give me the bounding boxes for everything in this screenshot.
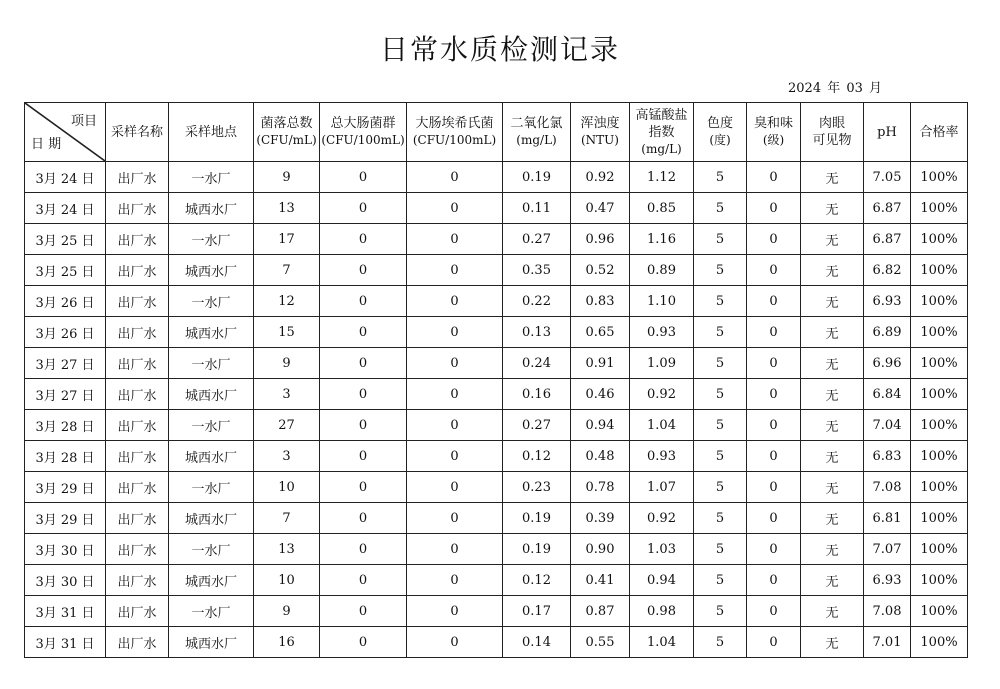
table-cell: 0 (320, 441, 407, 472)
table-cell: 6.87 (864, 193, 911, 224)
table-cell: 13 (254, 534, 320, 565)
table-cell: 100% (911, 255, 968, 286)
table-cell: 0.17 (503, 596, 571, 627)
record-month: 2024 年 03 月 (788, 81, 883, 96)
table-cell: 0 (320, 224, 407, 255)
table-cell: 出厂水 (106, 472, 169, 503)
table-cell: 无 (801, 472, 864, 503)
table-cell: 出厂水 (106, 379, 169, 410)
table-row (25, 348, 968, 379)
table-cell: 无 (801, 441, 864, 472)
table-cell: 城西水厂 (169, 317, 254, 348)
table-cell: 0 (407, 410, 503, 441)
table-cell: 0 (747, 441, 801, 472)
table-cell: 5 (694, 255, 747, 286)
table-cell: 无 (801, 379, 864, 410)
table-cell: 0 (407, 472, 503, 503)
table-cell: 0.92 (630, 379, 694, 410)
table-cell: 1.04 (630, 627, 694, 658)
table-row (25, 596, 968, 627)
table-cell: 3月 26 日 (25, 286, 106, 317)
table-cell: 3月 31 日 (25, 627, 106, 658)
table-cell: 无 (801, 224, 864, 255)
table-cell: 5 (694, 224, 747, 255)
water-quality-table (24, 102, 968, 658)
table-cell: 0 (320, 534, 407, 565)
table-cell: 一水厂 (169, 410, 254, 441)
table-cell: 5 (694, 193, 747, 224)
table-row (25, 162, 968, 193)
table-cell: 3月 26 日 (25, 317, 106, 348)
table-cell: 7 (254, 503, 320, 534)
table-cell: 出厂水 (106, 410, 169, 441)
table-cell: 0 (320, 596, 407, 627)
table-cell: 0 (407, 596, 503, 627)
table-row (25, 472, 968, 503)
table-cell: 0.90 (571, 534, 630, 565)
table-cell: 10 (254, 472, 320, 503)
table-cell: 城西水厂 (169, 503, 254, 534)
table-cell: 出厂水 (106, 286, 169, 317)
table-cell: 15 (254, 317, 320, 348)
table-cell: 0 (747, 503, 801, 534)
table-cell: 100% (911, 472, 968, 503)
table-cell: 100% (911, 193, 968, 224)
col-header: 浑浊度 (NTU) (571, 103, 630, 162)
table-cell: 0 (320, 472, 407, 503)
table-cell: 城西水厂 (169, 193, 254, 224)
table-cell: 0.11 (503, 193, 571, 224)
table-cell: 0 (407, 565, 503, 596)
table-cell: 100% (911, 224, 968, 255)
table-cell: 3月 27 日 (25, 379, 106, 410)
table-cell: 0.93 (630, 441, 694, 472)
table-cell: 0.85 (630, 193, 694, 224)
table-cell: 1.12 (630, 162, 694, 193)
table-row (25, 410, 968, 441)
table-cell: 一水厂 (169, 162, 254, 193)
table-cell: 无 (801, 348, 864, 379)
table-cell: 0.92 (571, 162, 630, 193)
table-cell: 出厂水 (106, 503, 169, 534)
table-cell: 100% (911, 379, 968, 410)
table-cell: 5 (694, 410, 747, 441)
table-cell: 0 (320, 317, 407, 348)
table-cell: 1.04 (630, 410, 694, 441)
table-cell: 出厂水 (106, 596, 169, 627)
table-cell: 0.96 (571, 224, 630, 255)
table-cell: 0.65 (571, 317, 630, 348)
table-cell: 12 (254, 286, 320, 317)
table-cell: 0 (320, 255, 407, 286)
table-cell: 0.14 (503, 627, 571, 658)
table-cell: 3月 31 日 (25, 596, 106, 627)
col-header: 采样地点 (169, 103, 254, 162)
table-cell: 100% (911, 565, 968, 596)
table-cell: 0.94 (630, 565, 694, 596)
table-cell: 出厂水 (106, 565, 169, 596)
corner-top-label: 项目 (70, 114, 97, 129)
table-cell: 100% (911, 627, 968, 658)
table-cell: 城西水厂 (169, 379, 254, 410)
table-cell: 无 (801, 410, 864, 441)
table-cell: 0 (320, 565, 407, 596)
table-cell: 1.03 (630, 534, 694, 565)
table-cell: 3月 28 日 (25, 441, 106, 472)
table-cell: 无 (801, 565, 864, 596)
table-cell: 0.47 (571, 193, 630, 224)
table-cell: 0 (407, 534, 503, 565)
table-cell: 0.92 (630, 503, 694, 534)
col-header: 二氧化氯 (mg/L) (503, 103, 571, 162)
table-cell: 0.98 (630, 596, 694, 627)
table-cell: 出厂水 (106, 255, 169, 286)
table-cell: 0.52 (571, 255, 630, 286)
table-cell: 1.16 (630, 224, 694, 255)
table-cell: 0 (747, 286, 801, 317)
table-cell: 0.16 (503, 379, 571, 410)
table-cell: 0 (320, 348, 407, 379)
table-cell: 6.93 (864, 565, 911, 596)
table-cell: 0 (747, 348, 801, 379)
table-cell: 1.07 (630, 472, 694, 503)
table-cell: 无 (801, 162, 864, 193)
table-cell: 3月 27 日 (25, 348, 106, 379)
table-cell: 0.12 (503, 565, 571, 596)
table-row (25, 193, 968, 224)
table-cell: 0 (407, 255, 503, 286)
document-title: 日常水质检测记录 (379, 33, 620, 66)
table-cell: 100% (911, 596, 968, 627)
table-cell: 7.08 (864, 596, 911, 627)
table-cell: 7.07 (864, 534, 911, 565)
table-cell: 出厂水 (106, 534, 169, 565)
table-cell: 一水厂 (169, 596, 254, 627)
table-cell: 6.93 (864, 286, 911, 317)
table-cell: 5 (694, 627, 747, 658)
table-row (25, 224, 968, 255)
table-cell: 0.23 (503, 472, 571, 503)
table-cell: 无 (801, 193, 864, 224)
table-cell: 0 (747, 410, 801, 441)
table-cell: 0 (747, 596, 801, 627)
table-cell: 5 (694, 317, 747, 348)
table-cell: 6.81 (864, 503, 911, 534)
table-cell: 无 (801, 627, 864, 658)
col-header: pH (864, 103, 911, 162)
table-cell: 3月 25 日 (25, 224, 106, 255)
table-cell: 5 (694, 441, 747, 472)
table-cell: 一水厂 (169, 534, 254, 565)
table-row (25, 317, 968, 348)
corner-bottom-label: 日 期 (31, 137, 62, 152)
table-cell: 100% (911, 162, 968, 193)
table-cell: 100% (911, 410, 968, 441)
col-header: 色度 (度) (694, 103, 747, 162)
table-cell: 0 (747, 162, 801, 193)
table-cell: 7.05 (864, 162, 911, 193)
table-header-row (25, 103, 968, 162)
table-cell: 7 (254, 255, 320, 286)
table-cell: 100% (911, 348, 968, 379)
table-cell: 0 (747, 379, 801, 410)
table-row (25, 503, 968, 534)
table-cell: 0 (320, 193, 407, 224)
table-cell: 出厂水 (106, 224, 169, 255)
table-cell: 0 (407, 379, 503, 410)
table-cell: 0 (407, 441, 503, 472)
table-cell: 0 (747, 224, 801, 255)
table-cell: 1.10 (630, 286, 694, 317)
table-cell: 城西水厂 (169, 627, 254, 658)
table-row (25, 565, 968, 596)
table-cell: 3月 30 日 (25, 534, 106, 565)
table-cell: 0 (407, 317, 503, 348)
table-cell: 0 (320, 503, 407, 534)
table-cell: 5 (694, 286, 747, 317)
table-cell: 0.19 (503, 162, 571, 193)
col-header: 臭和味 (级) (747, 103, 801, 162)
table-cell: 7.08 (864, 472, 911, 503)
table-cell: 0 (407, 162, 503, 193)
table-cell: 0 (747, 317, 801, 348)
table-cell: 出厂水 (106, 627, 169, 658)
table-cell: 0.24 (503, 348, 571, 379)
table-cell: 无 (801, 255, 864, 286)
table-cell: 0.19 (503, 503, 571, 534)
table-cell: 0 (407, 348, 503, 379)
table-row (25, 255, 968, 286)
col-header: 合格率 (911, 103, 968, 162)
col-header: 菌落总数 (CFU/mL) (254, 103, 320, 162)
table-cell: 0 (320, 286, 407, 317)
table-cell: 3 (254, 379, 320, 410)
table-row (25, 441, 968, 472)
col-header: 采样名称 (106, 103, 169, 162)
table-cell: 3 (254, 441, 320, 472)
table-cell: 0 (747, 534, 801, 565)
table-cell: 0 (407, 224, 503, 255)
table-cell: 100% (911, 503, 968, 534)
table-cell: 100% (911, 534, 968, 565)
table-cell: 0 (407, 627, 503, 658)
table-cell: 0.13 (503, 317, 571, 348)
table-cell: 5 (694, 379, 747, 410)
table-cell: 3月 24 日 (25, 193, 106, 224)
table-cell: 13 (254, 193, 320, 224)
table-cell: 无 (801, 286, 864, 317)
table-cell: 6.96 (864, 348, 911, 379)
col-header: 总大肠菌群 (CFU/100mL) (320, 103, 407, 162)
table-cell: 7.04 (864, 410, 911, 441)
table-cell: 0 (320, 162, 407, 193)
table-cell: 城西水厂 (169, 441, 254, 472)
table-cell: 0.46 (571, 379, 630, 410)
table-row (25, 379, 968, 410)
table-cell: 5 (694, 503, 747, 534)
table-cell: 出厂水 (106, 348, 169, 379)
table-cell: 无 (801, 317, 864, 348)
table-cell: 0.27 (503, 410, 571, 441)
table-cell: 0 (747, 255, 801, 286)
table-cell: 3月 24 日 (25, 162, 106, 193)
table-cell: 出厂水 (106, 441, 169, 472)
table-cell: 0 (407, 286, 503, 317)
table-cell: 0.87 (571, 596, 630, 627)
table-cell: 5 (694, 472, 747, 503)
table-cell: 0 (747, 565, 801, 596)
table-cell: 0.12 (503, 441, 571, 472)
table-cell: 5 (694, 565, 747, 596)
table-cell: 0.19 (503, 534, 571, 565)
table-cell: 一水厂 (169, 286, 254, 317)
table-cell: 3月 29 日 (25, 503, 106, 534)
table-cell: 6.87 (864, 224, 911, 255)
table-cell: 无 (801, 596, 864, 627)
table-cell: 0.94 (571, 410, 630, 441)
table-cell: 3月 25 日 (25, 255, 106, 286)
table-cell: 城西水厂 (169, 565, 254, 596)
table-cell: 0 (747, 627, 801, 658)
table-cell: 出厂水 (106, 162, 169, 193)
table-cell: 6.89 (864, 317, 911, 348)
table-cell: 100% (911, 286, 968, 317)
table-cell: 0.78 (571, 472, 630, 503)
table-cell: 10 (254, 565, 320, 596)
table-cell: 6.83 (864, 441, 911, 472)
table-cell: 9 (254, 162, 320, 193)
table-cell: 9 (254, 348, 320, 379)
table-cell: 出厂水 (106, 317, 169, 348)
table-cell: 城西水厂 (169, 255, 254, 286)
table-cell: 5 (694, 162, 747, 193)
table-cell: 3月 28 日 (25, 410, 106, 441)
table-cell: 0.41 (571, 565, 630, 596)
table-cell: 0.48 (571, 441, 630, 472)
table-cell: 7.01 (864, 627, 911, 658)
col-header: 肉眼 可见物 (801, 103, 864, 162)
col-header: 高锰酸盐指数 (mg/L) (630, 103, 694, 162)
table-cell: 16 (254, 627, 320, 658)
table-cell: 0.55 (571, 627, 630, 658)
table-cell: 无 (801, 534, 864, 565)
table-cell: 0 (747, 193, 801, 224)
table-cell: 一水厂 (169, 348, 254, 379)
table-row (25, 627, 968, 658)
table-cell: 9 (254, 596, 320, 627)
table-cell: 0.39 (571, 503, 630, 534)
col-header: 大肠埃希氏菌 (CFU/100mL) (407, 103, 503, 162)
table-cell: 0.22 (503, 286, 571, 317)
table-row (25, 534, 968, 565)
table-cell: 3月 29 日 (25, 472, 106, 503)
table-body (25, 162, 968, 658)
table-row (25, 286, 968, 317)
table-cell: 一水厂 (169, 472, 254, 503)
table-cell: 1.09 (630, 348, 694, 379)
table-cell: 6.84 (864, 379, 911, 410)
table-cell: 0 (320, 410, 407, 441)
table-cell: 一水厂 (169, 224, 254, 255)
table-cell: 0.35 (503, 255, 571, 286)
table-cell: 27 (254, 410, 320, 441)
table-cell: 出厂水 (106, 193, 169, 224)
table-cell: 100% (911, 441, 968, 472)
table-cell: 5 (694, 596, 747, 627)
table-cell: 17 (254, 224, 320, 255)
table-cell: 3月 30 日 (25, 565, 106, 596)
table-cell: 0 (320, 627, 407, 658)
table-cell: 0 (320, 379, 407, 410)
table-cell: 5 (694, 348, 747, 379)
table-cell: 0 (407, 503, 503, 534)
table-cell: 0.83 (571, 286, 630, 317)
table-cell: 5 (694, 534, 747, 565)
table-cell: 100% (911, 317, 968, 348)
table-cell: 0.27 (503, 224, 571, 255)
corner-header-cell (25, 103, 106, 162)
table-cell: 0.91 (571, 348, 630, 379)
table-cell: 无 (801, 503, 864, 534)
table-cell: 0.93 (630, 317, 694, 348)
table-cell: 0.89 (630, 255, 694, 286)
table-cell: 0 (747, 472, 801, 503)
table-cell: 0 (407, 193, 503, 224)
table-cell: 6.82 (864, 255, 911, 286)
